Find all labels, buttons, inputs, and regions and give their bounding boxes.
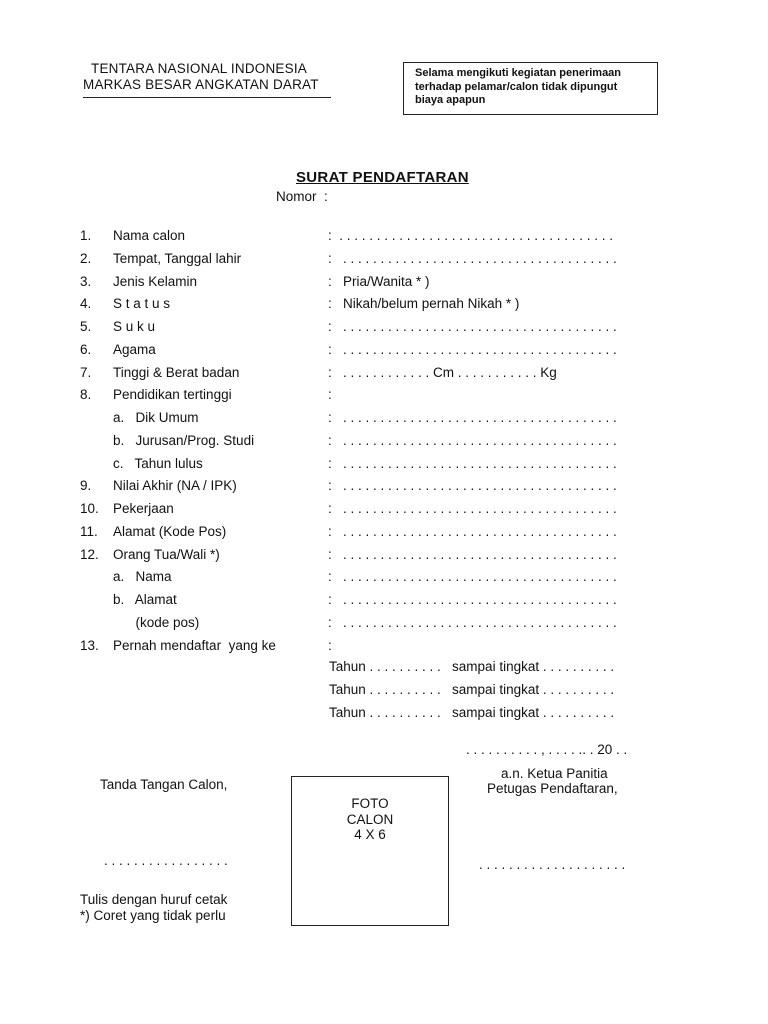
form-row-number: 10. [80, 501, 99, 516]
candidate-signature-line: . . . . . . . . . . . . . . . . . [104, 853, 228, 868]
form-row-label: Pernah mendaftar yang ke [113, 637, 276, 653]
notice-line-2: terhadap pelamar/calon tidak dipungut [415, 80, 618, 93]
form-row-value: : . . . . . . . . . . . . . . . . . . . . . . . . . . . . . . . . . . . . . [328, 250, 617, 266]
form-row-number: 2. [80, 250, 92, 266]
nomor-label: Nomor : [276, 189, 328, 204]
form-row-label: Tinggi & Berat badan [113, 364, 240, 380]
form-row-label: Nilai Akhir (NA / IPK) [113, 478, 237, 494]
form-row-value: : [328, 387, 332, 403]
notice-line-3: biaya apapun [415, 94, 486, 106]
committee-signature-line: . . . . . . . . . . . . . . . . . . . . [479, 857, 626, 872]
form-title: SURAT PENDAFTARAN [296, 169, 469, 186]
date-line: . . . . . . . . . . , . . . . .. . 20 . . [466, 742, 628, 757]
form-row-value: : [328, 637, 332, 653]
history-row: Tahun . . . . . . . . . . sampai tingkat . . . . . . . . . . [329, 659, 615, 674]
history-row: Tahun . . . . . . . . . . sampai tingkat . . . . . . . . . . [329, 682, 615, 697]
form-row-value: : . . . . . . . . . . . . . . . . . . . . . . . . . . . . . . . . . . . . . [328, 569, 617, 585]
candidate-signature-label: Tanda Tangan Calon, [100, 777, 228, 792]
form-row-label: b. Alamat [113, 592, 177, 607]
form-row-value: : . . . . . . . . . . . . . . . . . . . . . . . . . . . . . . . . . . . . . [328, 455, 617, 471]
form-row-label: (kode pos) [113, 614, 200, 630]
header-divider [83, 97, 331, 98]
form-row-value: : Pria/Wanita * ) [328, 273, 430, 289]
form-row-label: Pendidikan tertinggi [113, 387, 232, 403]
form-row-number: 8. [80, 387, 92, 403]
history-row: Tahun . . . . . . . . . . sampai tingkat . . . . . . . . . . [329, 705, 615, 720]
form-row-label: a. Nama [113, 569, 172, 585]
form-row-number: 12. [80, 546, 99, 562]
form-row-number: 7. [80, 364, 92, 380]
form-row-number: 13. [80, 637, 99, 653]
form-row-label: Nama calon [113, 228, 186, 243]
committee-role: Petugas Pendaftaran, [487, 781, 618, 796]
form-row-number: 3. [80, 273, 92, 289]
notice-box [403, 62, 658, 115]
form-row-label: Agama [113, 341, 156, 357]
form-row-number: 1. [80, 228, 92, 243]
org-name: TENTARA NASIONAL INDONESIA [91, 61, 307, 76]
form-row-label: Pekerjaan [113, 501, 174, 516]
form-row-number: 5. [80, 319, 92, 334]
form-row-label: S u k u [113, 319, 156, 334]
photo-label [292, 796, 448, 843]
form-row-number: 11. [80, 523, 98, 539]
form-row-label: Alamat (Kode Pos) [113, 523, 227, 539]
form-row-value: : . . . . . . . . . . . . . . . . . . . . . . . . . . . . . . . . . . . . . [328, 319, 617, 334]
photo-box [291, 776, 449, 926]
note-strike: *) Coret yang tidak perlu [80, 908, 226, 923]
form-row-value: : . . . . . . . . . . . . . . . . . . . . . . . . . . . . . . . . . . . . . [328, 501, 617, 516]
form-row-value: : . . . . . . . . . . . . . . . . . . . . . . . . . . . . . . . . . . . . . [328, 614, 617, 630]
form-row-number: 6. [80, 341, 92, 357]
form-row-value: : . . . . . . . . . . . . . . . . . . . . . . . . . . . . . . . . . . . . . [328, 410, 617, 425]
form-row-label: c. Tahun lulus [113, 455, 203, 471]
form-row-label: Tempat, Tanggal lahir [113, 250, 242, 266]
photo-line-3: 4 X 6 [354, 827, 386, 842]
form-row-label: a. Dik Umum [113, 410, 199, 425]
committee-title: a.n. Ketua Panitia [501, 766, 608, 781]
form-row-value: : . . . . . . . . . . . . . . . . . . . . . . . . . . . . . . . . . . . . . [328, 432, 617, 448]
form-row-value: : . . . . . . . . . . . . . . . . . . . . . . . . . . . . . . . . . . . . . [328, 523, 617, 539]
form-row-value: : Nikah/belum pernah Nikah * ) [328, 296, 520, 312]
form-row-label: Jenis Kelamin [113, 273, 198, 289]
org-unit: MARKAS BESAR ANGKATAN DARAT [83, 77, 319, 92]
form-row-value: : . . . . . . . . . . . . . . . . . . . . . . . . . . . . . . . . . . . . . [328, 546, 617, 562]
form-row-value: : . . . . . . . . . . . . . . . . . . . . . . . . . . . . . . . . . . . . . [328, 228, 614, 243]
form-row-label: Orang Tua/Wali *) [113, 546, 220, 562]
form-row-label: b. Jurusan/Prog. Studi [113, 432, 255, 448]
form-row-number: 9. [80, 478, 92, 494]
form-row-value: : . . . . . . . . . . . . . . . . . . . . . . . . . . . . . . . . . . . . . [328, 341, 617, 357]
photo-line-1: FOTO [351, 796, 389, 811]
photo-line-2: CALON [346, 811, 394, 827]
form-row-value: : . . . . . . . . . . . . . . . . . . . . . . . . . . . . . . . . . . . . . [328, 592, 617, 607]
note-print: Tulis dengan huruf cetak [80, 892, 228, 907]
notice-line-1: Selama mengikuti kegiatan penerimaan [415, 67, 622, 79]
form-row-value: : . . . . . . . . . . . . Cm . . . . . . . . . . . Kg [328, 364, 557, 380]
form-row-label: S t a t u s [113, 296, 171, 312]
form-row-value: : . . . . . . . . . . . . . . . . . . . . . . . . . . . . . . . . . . . . . [328, 478, 617, 494]
form-row-number: 4. [80, 296, 92, 312]
